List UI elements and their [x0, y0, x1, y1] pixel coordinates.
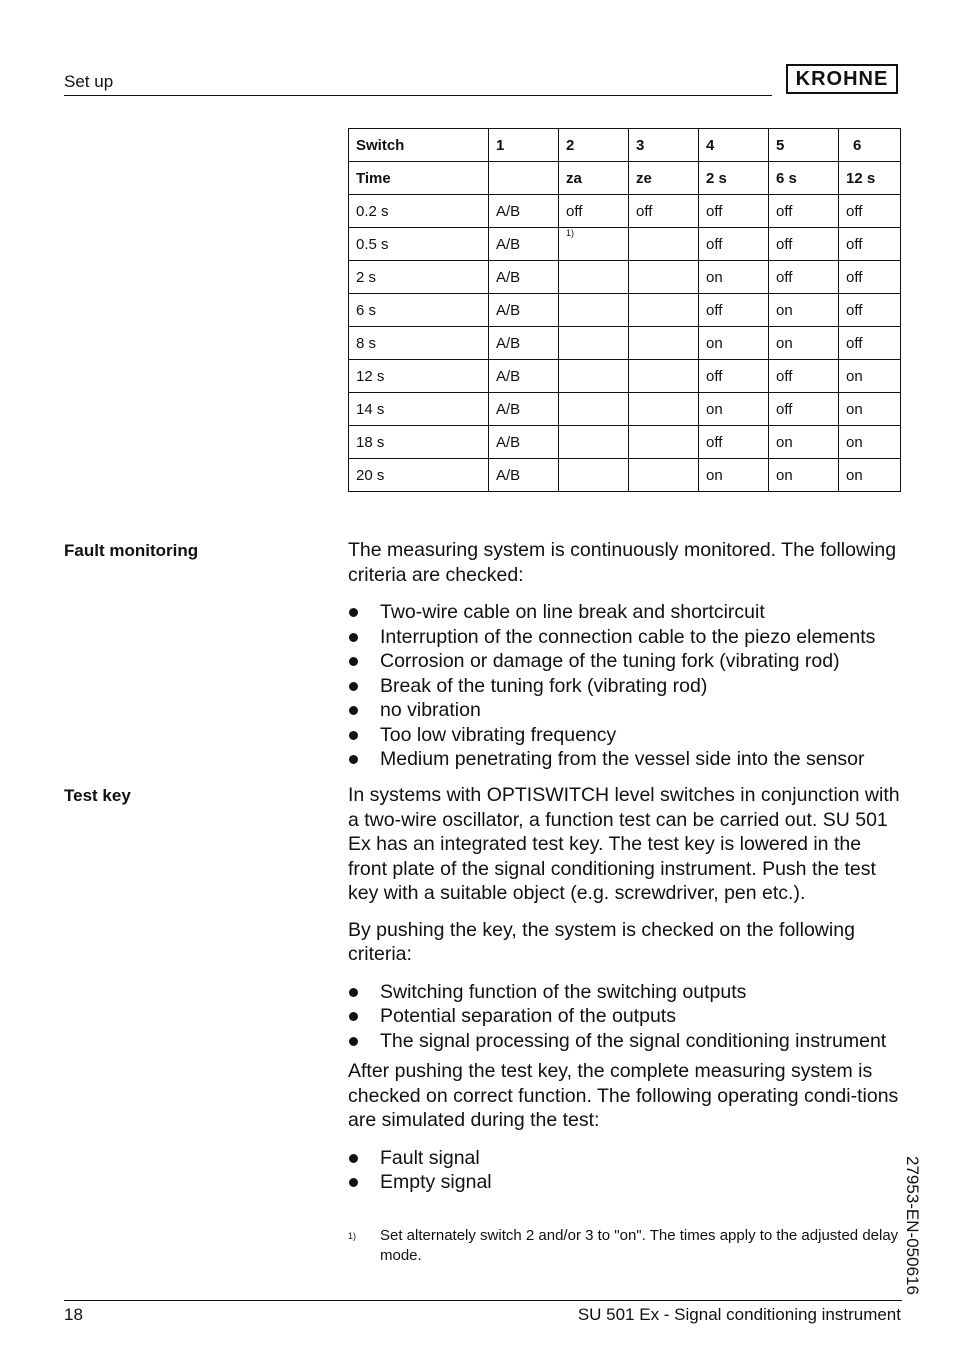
table-row — [349, 195, 901, 228]
footnote-marker: 1) — [348, 1231, 357, 1241]
table-cell: off — [699, 360, 769, 393]
table-cell: on — [699, 261, 769, 294]
table-subheader-row — [349, 162, 901, 195]
table-cell: off — [699, 294, 769, 327]
table-header-cell: Time — [349, 162, 489, 195]
table-cell: off — [769, 261, 839, 294]
table-cell: A/B — [489, 195, 559, 228]
table-cell — [559, 393, 629, 426]
table-cell: on — [769, 327, 839, 360]
table-cell — [559, 360, 629, 393]
table-cell — [629, 393, 699, 426]
table-cell: off — [839, 327, 901, 360]
table-cell: off — [839, 195, 901, 228]
list-item: Empty signal — [348, 1170, 904, 1195]
table-cell: off — [699, 426, 769, 459]
list-item: Fault signal — [348, 1146, 904, 1171]
table-cell — [629, 294, 699, 327]
table-header-cell: 1 — [489, 129, 559, 162]
table-cell: on — [699, 459, 769, 492]
table-cell: on — [699, 327, 769, 360]
table-cell: A/B — [489, 360, 559, 393]
document-title: SU 501 Ex - Signal conditioning instrument — [577, 1305, 901, 1324]
list-item: The signal processing of the signal conditioning instrument — [348, 1029, 904, 1054]
table-cell: on — [769, 426, 839, 459]
table-header-cell: Switch — [349, 129, 489, 162]
table-header-cell: 6 s — [769, 162, 839, 195]
document-code: 27953-EN-050616 — [903, 1156, 922, 1295]
footer-divider — [64, 1300, 902, 1301]
fault-intro-text: The measuring system is continuously monitored. The following criteria are checked: — [348, 539, 897, 586]
footnote-text: Set alternately switch 2 and/or 3 to "on". The times apply to the adjusted delay mode. — [380, 1227, 899, 1264]
table-cell — [559, 261, 629, 294]
table-cell: 18 s — [349, 426, 489, 459]
list-item: Corrosion or damage of the tuning fork (vibrating rod) — [348, 649, 904, 674]
table-cell — [629, 426, 699, 459]
table-row — [349, 393, 901, 426]
table-cell: on — [839, 459, 901, 492]
table-cell: 0.2 s — [349, 195, 489, 228]
table-row — [349, 261, 901, 294]
test-key-section — [348, 783, 904, 1195]
list-item: Medium penetrating from the vessel side into the sensor — [348, 747, 904, 772]
footnote — [348, 1226, 904, 1266]
table-header-cell: 6 — [839, 129, 901, 162]
table-row — [349, 360, 901, 393]
table-cell: A/B — [489, 426, 559, 459]
table-cell: A/B — [489, 228, 559, 261]
table-cell: 12 s — [349, 360, 489, 393]
footnote-marker: 1) — [566, 227, 575, 238]
table-cell: off — [839, 294, 901, 327]
table-cell: A/B — [489, 459, 559, 492]
page-number: 18 — [64, 1305, 83, 1324]
table-cell: A/B — [489, 261, 559, 294]
table-cell: off — [629, 195, 699, 228]
table-cell: off — [839, 261, 901, 294]
test-key-paragraph-3: After pushing the test key, the complete measuring system is checked on correct function. The following operating condi-tions are simulated during the test: — [348, 1060, 899, 1131]
table-cell — [559, 426, 629, 459]
table-header-cell: za — [559, 162, 629, 195]
table-header-cell: 3 — [629, 129, 699, 162]
table-cell — [629, 228, 699, 261]
list-item: Potential separation of the outputs — [348, 1004, 904, 1029]
test-criteria-list — [348, 980, 904, 1054]
table-cell — [559, 228, 629, 261]
list-item: Switching function of the switching outputs — [348, 980, 904, 1005]
test-key-paragraph-1: In systems with OPTISWITCH level switches in conjunction with a two-wire oscillator, a function test can be carried out. SU 501 Ex has an integrated test key. The test key is lowered in the front plate of the signal conditioning instrument. Push the test key with a suitable object (e.g. screwdriver, pen etc.). — [348, 784, 900, 904]
table-cell: A/B — [489, 393, 559, 426]
section-title: Set up — [64, 72, 114, 91]
table-cell: 8 s — [349, 327, 489, 360]
table-cell: on — [769, 294, 839, 327]
table-header-cell: 4 — [699, 129, 769, 162]
table-cell — [559, 327, 629, 360]
simulated-conditions-list — [348, 1146, 904, 1195]
table-cell: A/B — [489, 327, 559, 360]
test-key-heading: Test key — [64, 786, 131, 805]
table-cell: off — [769, 360, 839, 393]
list-item: no vibration — [348, 698, 904, 723]
table-row — [349, 459, 901, 492]
table-header-row — [349, 129, 901, 162]
table-cell — [629, 261, 699, 294]
table-row — [349, 426, 901, 459]
test-key-paragraph-2: By pushing the key, the system is checked on the following criteria: — [348, 918, 855, 965]
table-cell: off — [839, 228, 901, 261]
table-cell: on — [839, 426, 901, 459]
table-row — [349, 327, 901, 360]
table-cell: off — [769, 393, 839, 426]
fault-monitoring-heading: Fault monitoring — [64, 541, 199, 560]
table-cell — [559, 294, 629, 327]
table-header-cell: 2 — [559, 129, 629, 162]
table-header-cell: 2 s — [699, 162, 769, 195]
list-item: Interruption of the connection cable to the piezo elements — [348, 625, 904, 650]
fault-monitoring-section — [348, 538, 904, 772]
table-cell: on — [839, 360, 901, 393]
table-cell: off — [699, 195, 769, 228]
table-cell: 14 s — [349, 393, 489, 426]
table-header-cell: 5 — [769, 129, 839, 162]
table-header-cell: ze — [629, 162, 699, 195]
table-header-cell: 12 s — [839, 162, 901, 195]
table-cell — [559, 459, 629, 492]
krohne-logo: KROHNE — [786, 64, 898, 94]
table-cell — [629, 327, 699, 360]
table-cell: 20 s — [349, 459, 489, 492]
table-cell: off — [559, 195, 629, 228]
header-divider — [64, 95, 772, 96]
table-cell: off — [769, 195, 839, 228]
fault-criteria-list — [348, 600, 904, 772]
list-item: Break of the tuning fork (vibrating rod) — [348, 674, 904, 699]
table-cell: 2 s — [349, 261, 489, 294]
table-cell: off — [699, 228, 769, 261]
table-row — [349, 294, 901, 327]
switch-settings-table — [348, 128, 901, 492]
list-item: Too low vibrating frequency — [348, 723, 904, 748]
table-cell: on — [769, 459, 839, 492]
table-header-cell — [489, 162, 559, 195]
table-cell: 0.5 s — [349, 228, 489, 261]
table-cell: on — [699, 393, 769, 426]
table-cell: A/B — [489, 294, 559, 327]
table-cell: on — [839, 393, 901, 426]
table-row — [349, 228, 901, 261]
list-item: Two-wire cable on line break and shortcircuit — [348, 600, 904, 625]
table-cell — [629, 459, 699, 492]
table-cell: 6 s — [349, 294, 489, 327]
table-cell: off — [769, 228, 839, 261]
table-cell — [629, 360, 699, 393]
